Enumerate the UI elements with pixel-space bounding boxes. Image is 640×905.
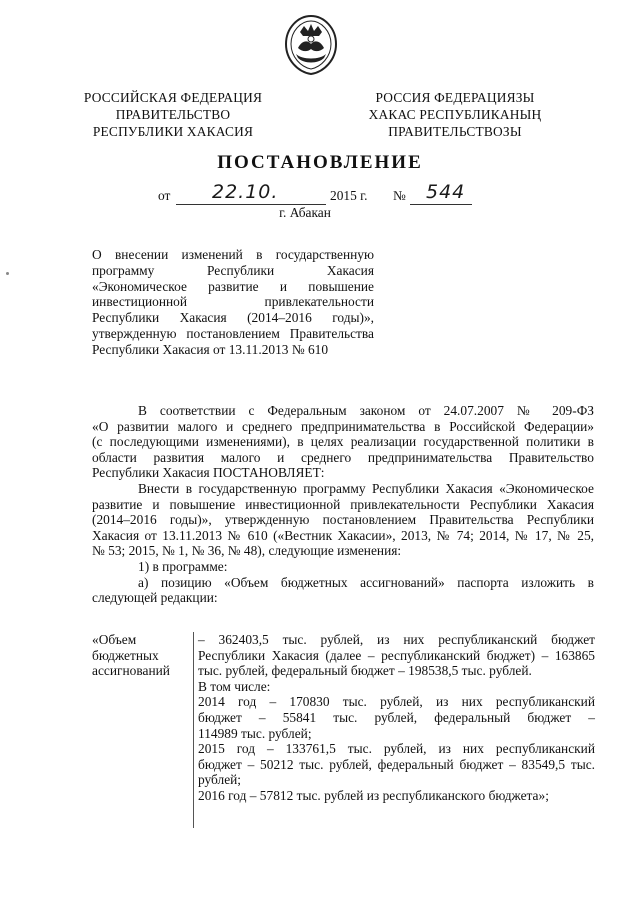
table-text-line: бюджет – 50212 тыс. рублей, федеральный бюджет – 83549,5 тыс.: [198, 756, 595, 772]
handwritten-date: 22.10.: [212, 181, 279, 203]
body-line: развитие и повышение инвестиционной привлекательности Республики Хакасия: [92, 496, 594, 512]
number-label: №: [393, 188, 406, 203]
header-right: [360, 89, 550, 140]
body-line: (с последующими изменениями), в целях реализации государственной политики в: [92, 434, 594, 450]
table-text-line: тыс. рублей, федеральный бюджет – 198538,5 тыс. рублей.: [198, 663, 532, 679]
table-label-line: «Объем: [92, 632, 137, 647]
handwritten-number: 544: [426, 181, 466, 203]
body-line: Республики Хакасия ПОСТАНОВЛЯЕТ:: [92, 465, 325, 481]
date-from-label: от: [158, 188, 171, 203]
margin-mark: [6, 272, 9, 275]
body-line: 1) в программе:: [138, 558, 228, 574]
table-text-line: Республики Хакасия (далее – республиканский бюджет) – 163865: [198, 647, 595, 663]
subject-block: [92, 247, 374, 358]
subject-line: утвержденную постановлением Правительства: [92, 325, 374, 341]
body-text: [92, 403, 594, 606]
subject-line: программу Республики Хакасия: [92, 262, 374, 278]
budget-table-text: [198, 632, 595, 804]
table-text-line: – 362403,5 тыс. рублей, из них республиканский бюджет: [198, 632, 595, 647]
body-line: а) позицию «Объем бюджетных ассигнований» паспорта изложить в: [138, 574, 594, 590]
table-text-line: 2015 год – 133761,5 тыс. рублей, из них республиканский: [198, 741, 595, 757]
table-text-line: В том числе:: [198, 678, 271, 694]
body-line: следующей редакции:: [92, 590, 218, 606]
subject-line: О внесении изменений в государственную: [92, 247, 374, 262]
header-left-line: ПРАВИТЕЛЬСТВО: [115, 107, 231, 122]
coat-of-arms-icon: [282, 14, 340, 76]
table-divider: [193, 632, 194, 828]
body-line: № 53; 2015, № 1, № 36, № 48), следующие изменения:: [92, 543, 402, 559]
body-line: «О развитии малого и среднего предпринимательства в Российской Федерации»: [92, 418, 594, 434]
table-text-line: 2016 год – 57812 тыс. рублей из республиканского бюджета»;: [198, 787, 549, 803]
body-line: В соответствии с Федеральным законом от 24.07.2007 № 209-ФЗ: [138, 403, 594, 418]
body-line: Внести в государственную программу Республики Хакасия «Экономическое: [138, 480, 594, 496]
budget-table-label: [92, 632, 187, 679]
table-text-line: 114989 тыс. рублей;: [198, 725, 312, 741]
table-label-line: ассигнований: [92, 663, 170, 679]
header-left: [78, 89, 268, 140]
subject-line: Республики Хакасия от 13.11.2013 № 610: [92, 341, 329, 357]
subject-line: инвестиционной привлекательности: [92, 294, 374, 310]
body-line: (2014–2016 годы)», утвержденную постановлением Правительства Республики: [92, 512, 594, 528]
subject-line: «Экономическое развитие и повышение: [92, 278, 374, 294]
table-label-line: бюджетных: [92, 647, 159, 663]
header-right-line: ХАКАС РЕСПУБЛИКАНЫҢ: [368, 107, 542, 122]
body-line: области развития малого и среднего предпринимательства Правительство: [92, 449, 594, 465]
table-text-line: рублей;: [198, 772, 242, 788]
table-text-line: бюджет – 55841 тыс. рублей, федеральный бюджет –: [198, 709, 595, 725]
body-line: Хакасия от 13.11.2013 № 610 («Вестник Хакасии», 2013, № 74; 2014, № 17, № 25,: [92, 527, 594, 543]
date-year: 2015 г.: [330, 188, 368, 203]
header-left-line: РЕСПУБЛИКИ ХАКАСИЯ: [92, 124, 254, 139]
header-right-line: ПРАВИТЕЛЬСТВОЗЫ: [388, 124, 522, 139]
subject-line: Республики Хакасия (2014–2016 годы)»,: [92, 310, 374, 326]
header-left-line: РОССИЙСКАЯ ФЕДЕРАЦИЯ: [83, 90, 263, 105]
header-right-line: РОССИЯ ФЕДЕРАЦИЯЗЫ: [375, 90, 535, 105]
table-text-line: 2014 год – 170830 тыс. рублей, из них республиканский: [198, 694, 595, 710]
document-title: ПОСТАНОВЛЕНИЕ: [217, 152, 423, 173]
city-line: г. Абакан: [279, 205, 331, 220]
